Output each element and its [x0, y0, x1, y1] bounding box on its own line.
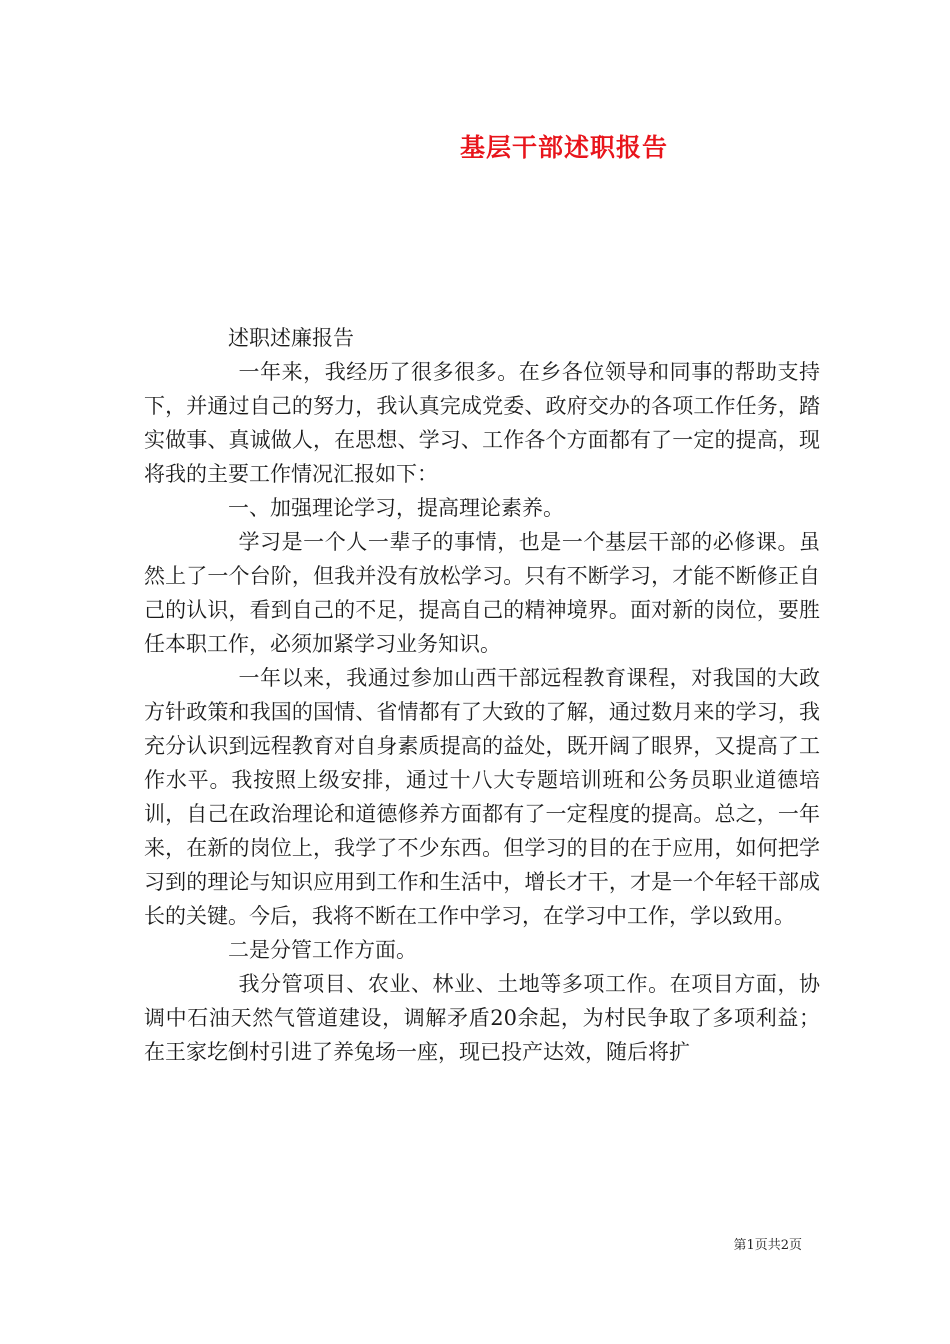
document-body	[144, 321, 820, 1069]
section-heading: 一、加强理论学习，提高理论素养。	[228, 496, 564, 520]
document-title: 基层干部述职报告	[459, 133, 668, 162]
paragraph: 学习是一个人一辈子的事情，也是一个基层干部的必修课。虽然上了一个台阶，但我并没有放松学习。只有不断学习，才能不断修正自己的认识，看到自己的不足，提高自己的精神境界。面对新的岗位，要胜任本职工作，必须加紧学习业务知识。	[144, 530, 820, 656]
paragraph: 一年来，我经历了很多很多。在乡各位领导和同事的帮助支持下，并通过自己的努力，我认真完成党委、政府交办的各项工作任务，踏实做事、真诚做人，在思想、学习、工作各个方面都有了一定的提高，现将我的主要工作情况汇报如下：	[144, 360, 820, 486]
section-heading: 二是分管工作方面。	[228, 938, 417, 962]
paragraph: 一年以来，我通过参加山西干部远程教育课程，对我国的大政方针政策和我国的国情、省情都有了大致的了解，通过数月来的学习，我充分认识到远程教育对自身素质提高的益处，既开阔了眼界，又提高了工作水平。我按照上级安排，通过十八大专题培训班和公务员职业道德培训，自己在政治理论和道德修养方面都有了一定程度的提高。总之，一年来，在新的岗位上，我学了不少东西。但学习的目的在于应用，如何把学习到的理论与知识应用到工作和生活中，增长才干，才是一个年轻干部成长的关键。今后，我将不断在工作中学习，在学习中工作，学以致用。	[144, 666, 820, 928]
paragraph-heading: 述职述廉报告	[228, 326, 354, 350]
paragraph: 我分管项目、农业、林业、土地等多项工作。在项目方面，协调中石油天然气管道建设，调解矛盾20余起，为村民争取了多项利益；在王家圪倒村引进了养兔场一座，现已投产达效，随后将扩	[144, 972, 820, 1064]
page-number-footer: 第1页共2页	[733, 1238, 802, 1253]
